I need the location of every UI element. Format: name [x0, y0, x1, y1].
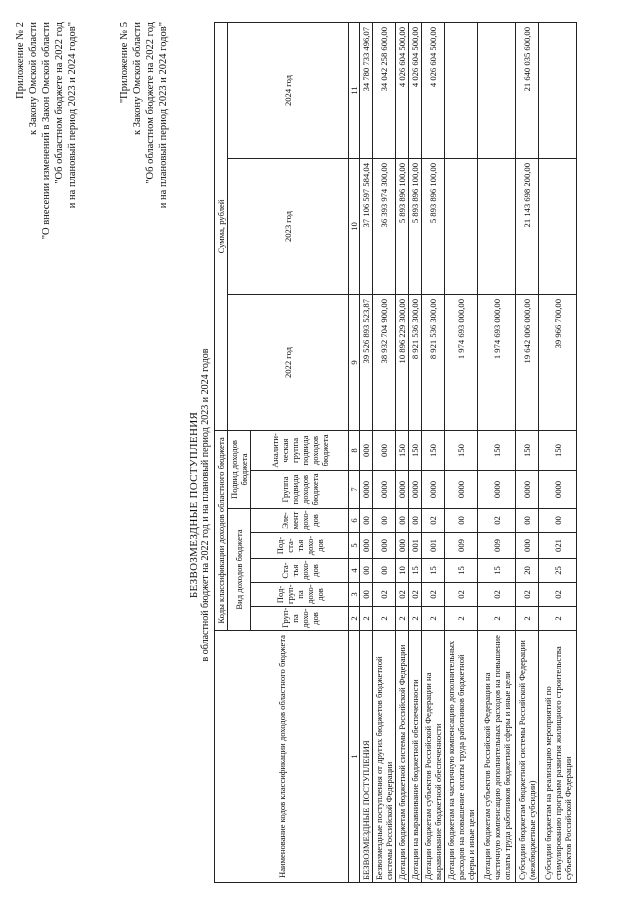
appendix-line: "Приложение № 5	[119, 22, 130, 104]
row-code: 02	[373, 583, 396, 607]
appendix-line: и на плановый период 2023 и 2024 годов"	[67, 22, 78, 209]
row-code: 02	[539, 583, 577, 607]
title: БЕЗВОЗМЕЗДНЫЕ ПОСТУПЛЕНИЯ	[188, 411, 200, 599]
appendix-line: к Закону Омской области	[28, 22, 39, 136]
row-name: Субсидии бюджетам бюджетной системы Российской Федерации (межбюджетные субсидии)	[516, 631, 539, 883]
table-row	[445, 22, 478, 882]
row-code: 0000	[373, 471, 396, 509]
row-code: 000	[516, 533, 539, 559]
row-code: 00	[360, 559, 373, 583]
row-code: 25	[539, 559, 577, 583]
row-code: 00	[539, 509, 577, 533]
row-code: 0000	[360, 471, 373, 509]
row-code: 15	[478, 559, 516, 583]
row-code: 000	[396, 533, 409, 559]
row-code: 15	[422, 559, 445, 583]
table-row	[539, 22, 577, 882]
row-amount: 4 026 604 500,00	[409, 22, 422, 158]
header-2023: 2023 год	[228, 159, 349, 295]
row-code: 2	[539, 607, 577, 631]
row-name: БЕЗВОЗМЕЗДНЫЕ ПОСТУПЛЕНИЯ	[360, 631, 373, 883]
row-code: 02	[478, 583, 516, 607]
column-number: 11	[349, 22, 360, 158]
header-subkind-group: Группа подвида доходов бюджета	[251, 471, 349, 509]
column-number: 10	[349, 159, 360, 295]
row-code: 2	[409, 607, 422, 631]
header-kind: Вид доходов бюджета	[228, 509, 251, 631]
row-name: Дотации бюджетам субъектов Российской Федерации на выравнивание бюджетной обеспеченности	[422, 631, 445, 883]
row-amount	[539, 159, 577, 295]
row-code: 02	[396, 583, 409, 607]
row-code: 0000	[539, 471, 577, 509]
row-amount	[539, 22, 577, 158]
column-number: 2	[349, 607, 360, 631]
appendix-line: "О внесении изменений в Закон Омской области	[41, 22, 52, 240]
table-row	[360, 22, 373, 882]
row-code: 000	[360, 431, 373, 471]
row-amount: 5 893 896 100,00	[396, 159, 409, 295]
appendix-line: и на плановый период 2023 и 2024 годов"	[158, 22, 169, 209]
column-number: 6	[349, 509, 360, 533]
header-group: Груп-па дохо-дов	[251, 607, 349, 631]
table-row	[516, 22, 539, 882]
row-name: Дотации бюджетам на частичную компенсацию дополнительных расходов на повышение оплаты труда работников бюджетной сферы и иные цели	[445, 631, 478, 883]
row-code: 150	[539, 431, 577, 471]
row-code: 150	[516, 431, 539, 471]
column-number: 5	[349, 533, 360, 559]
row-name: Субсидии бюджетам на реализацию мероприятий по стимулированию программ развития жилищного строительства субъектов Российской Федерации	[539, 631, 577, 883]
row-code: 2	[360, 607, 373, 631]
table-row	[409, 22, 422, 882]
row-amount	[445, 159, 478, 295]
row-code: 2	[422, 607, 445, 631]
column-number: 9	[349, 295, 360, 431]
row-amount	[445, 22, 478, 158]
row-code: 150	[409, 431, 422, 471]
row-amount: 4 026 604 500,00	[422, 22, 445, 158]
row-code: 02	[422, 583, 445, 607]
row-code: 0000	[445, 471, 478, 509]
row-code: 000	[373, 431, 396, 471]
column-numbers-row	[349, 22, 360, 882]
row-amount: 5 893 896 100,00	[409, 159, 422, 295]
row-code: 15	[445, 559, 478, 583]
table-row	[422, 22, 445, 882]
row-amount: 1 974 693 000,00	[478, 295, 516, 431]
row-amount: 38 932 704 900,00	[373, 295, 396, 431]
row-code: 00	[373, 509, 396, 533]
row-code: 009	[478, 533, 516, 559]
row-amount: 19 642 006 000,00	[516, 295, 539, 431]
header-subgroup: Под-груп-па дохо-дов	[251, 583, 349, 607]
row-code: 02	[422, 509, 445, 533]
row-amount	[478, 22, 516, 158]
header-element: Эле-мент дохо-дов	[251, 509, 349, 533]
header-sum: Сумма, рублей	[215, 22, 228, 430]
table-row	[396, 22, 409, 882]
appendix-line: Приложение № 2	[15, 22, 26, 99]
row-name: Безвозмездные поступления от других бюджетов бюджетной системы Российской Федерации	[373, 631, 396, 883]
row-amount: 4 026 604 500,00	[396, 22, 409, 158]
row-code: 20	[516, 559, 539, 583]
column-number: 7	[349, 471, 360, 509]
header-analytic-group: Аналити-ческая группа подвида доходов бюджета	[251, 431, 349, 471]
appendix-5-header	[118, 22, 170, 208]
column-number: 1	[349, 631, 360, 883]
row-amount	[478, 159, 516, 295]
table-row	[373, 22, 396, 882]
row-amount: 10 896 229 300,00	[396, 295, 409, 431]
row-amount: 8 921 536 300,00	[422, 295, 445, 431]
row-code: 00	[409, 509, 422, 533]
row-code: 0000	[396, 471, 409, 509]
row-code: 2	[478, 607, 516, 631]
header-subkind: Подвид доходов бюджета	[228, 431, 251, 509]
appendix-2-header	[14, 22, 79, 239]
row-code: 2	[396, 607, 409, 631]
row-code: 00	[360, 583, 373, 607]
row-code: 02	[445, 583, 478, 607]
row-name: Дотации бюджетам бюджетной системы Российской Федерации	[396, 631, 409, 883]
row-amount: 36 393 974 300,00	[373, 159, 396, 295]
appendix-line: "Об областном бюджете на 2022 год	[54, 22, 65, 184]
header-codes: Коды классификации доходов областного бюджета	[215, 431, 228, 631]
revenue-table	[214, 22, 577, 883]
row-code: 150	[422, 431, 445, 471]
header-subarticle: Под-ста-тья дохо-дов	[251, 533, 349, 559]
document-title	[188, 315, 212, 695]
row-amount: 21 143 698 200,00	[516, 159, 539, 295]
row-code: 0000	[409, 471, 422, 509]
table-body	[360, 22, 577, 882]
header-2022: 2022 год	[228, 295, 349, 431]
row-amount: 5 893 896 100,00	[422, 159, 445, 295]
row-code: 2	[373, 607, 396, 631]
row-amount: 34 780 733 496,07	[360, 22, 373, 158]
row-code: 001	[422, 533, 445, 559]
row-code: 150	[445, 431, 478, 471]
row-code: 02	[516, 583, 539, 607]
row-amount: 1 974 693 000,00	[445, 295, 478, 431]
row-amount: 34 042 258 600,00	[373, 22, 396, 158]
row-code: 009	[445, 533, 478, 559]
header-2024: 2024 год	[228, 22, 349, 158]
column-number: 8	[349, 431, 360, 471]
appendix-line: "Об областном бюджете на 2022 год	[145, 22, 156, 184]
row-code: 02	[409, 583, 422, 607]
row-code: 001	[409, 533, 422, 559]
row-amount: 21 640 035 600,00	[516, 22, 539, 158]
row-code: 0000	[422, 471, 445, 509]
row-amount: 39 526 893 523,87	[360, 295, 373, 431]
subtitle: в областной бюджет на 2022 год и на плановый период 2023 и 2024 годов	[200, 348, 211, 662]
row-code: 02	[478, 509, 516, 533]
row-name: Дотации на выравнивание бюджетной обеспеченности	[409, 631, 422, 883]
row-code: 150	[478, 431, 516, 471]
column-number: 3	[349, 583, 360, 607]
row-code: 0000	[478, 471, 516, 509]
row-code: 10	[396, 559, 409, 583]
row-code: 021	[539, 533, 577, 559]
row-code: 00	[516, 509, 539, 533]
table-row	[478, 22, 516, 882]
row-code: 2	[445, 607, 478, 631]
row-code: 00	[360, 509, 373, 533]
row-code: 000	[373, 533, 396, 559]
row-code: 0000	[516, 471, 539, 509]
row-code: 00	[445, 509, 478, 533]
header-article: Ста-тья дохо-дов	[251, 559, 349, 583]
appendix-line: к Закону Омской области	[132, 22, 143, 136]
column-number: 4	[349, 559, 360, 583]
header-name: Наименование кодов классификации доходов областного бюджета	[215, 631, 349, 883]
row-code: 15	[409, 559, 422, 583]
row-code: 00	[396, 509, 409, 533]
row-code: 150	[396, 431, 409, 471]
row-code: 00	[373, 559, 396, 583]
row-code: 000	[360, 533, 373, 559]
row-amount: 39 966 700,00	[539, 295, 577, 431]
row-amount: 8 921 536 300,00	[409, 295, 422, 431]
row-amount: 37 106 597 584,04	[360, 159, 373, 295]
row-code: 2	[516, 607, 539, 631]
row-name: Дотации бюджетам субъектов Российской Федерации на частичную компенсацию дополнительных расходов на повышение оплаты труда работников бюджетной сферы и иные цели	[478, 631, 516, 883]
